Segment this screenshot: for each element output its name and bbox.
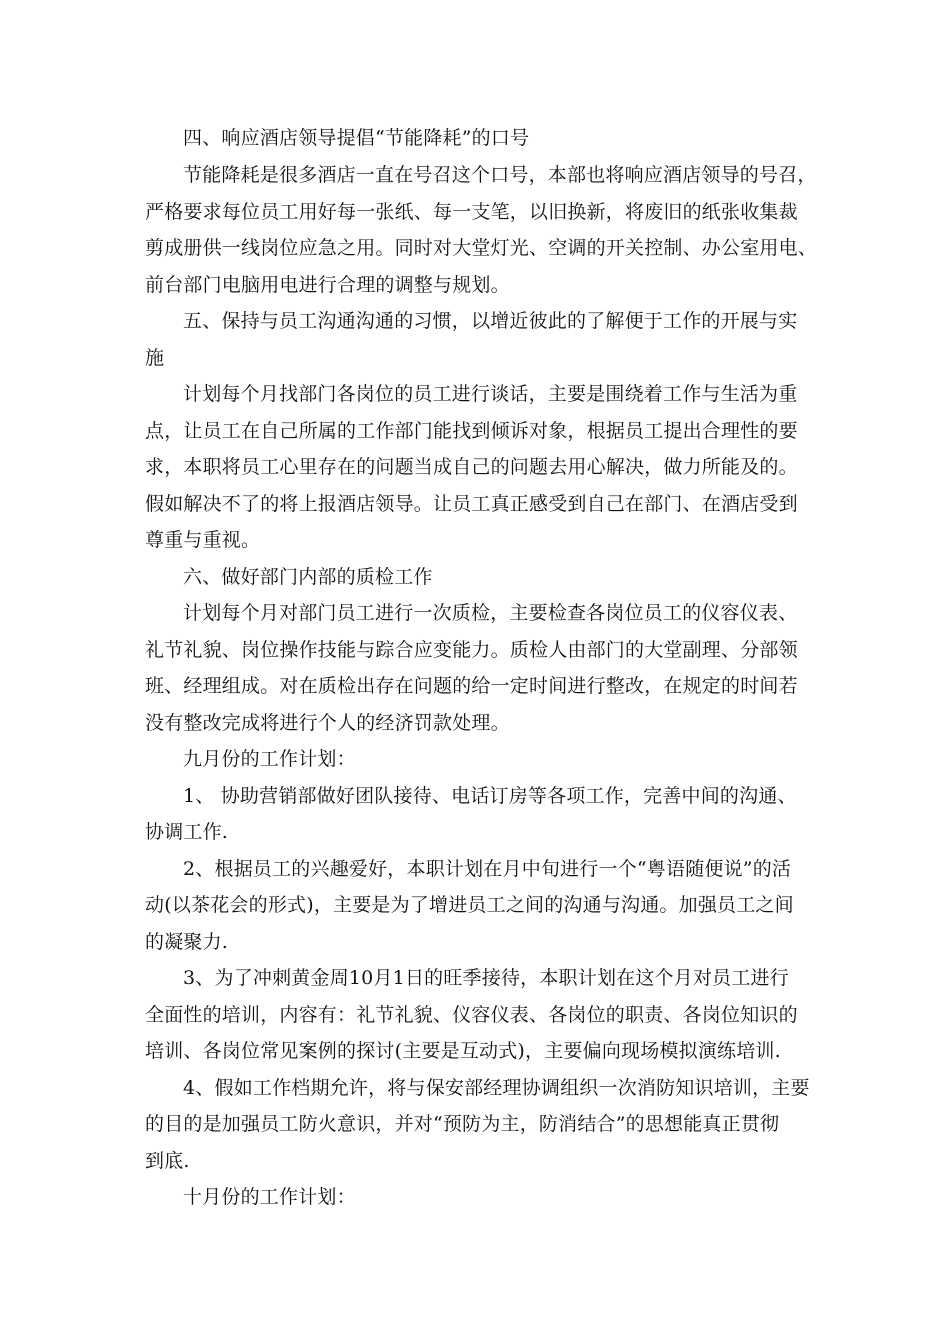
paragraph-line: 没有整改完成将进行个人的经济罚款处理。 <box>145 712 510 734</box>
section-heading-5: 五、保持与员工沟通沟通的习惯，以增近彼此的了解便于工作的开展与实 <box>183 310 798 332</box>
list-item-line: 4、假如工作档期允许，将与保安部经理协调组织一次消防知识培训，主要 <box>183 1077 810 1099</box>
paragraph-line: 尊重与重视。 <box>145 529 261 551</box>
list-item-line: 3、为了冲刺黄金周10月1日的旺季接待，本职计划在这个月对员工进行 <box>183 967 789 989</box>
paragraph-line: 前台部门电脑用电进行合理的调整与规划。 <box>145 274 510 296</box>
paragraph-line: 班、经理组成。对在质检出存在问题的给一定时间进行整改，在规定的时间若 <box>145 675 798 697</box>
paragraph-line: 点，让员工在自己所属的工作部门能找到倾诉对象，根据员工提出合理性的要 <box>145 420 798 442</box>
section-heading-6: 六、做好部门内部的质检工作 <box>183 566 433 588</box>
paragraph-line: 节能降耗是很多酒店一直在号召这个口号，本部也将响应酒店领导的号召， <box>183 164 817 186</box>
paragraph-line: 求，本职将员工心里存在的问题当成自己的问题去用心解决，做力所能及的。 <box>145 456 798 478</box>
list-item-line: 全面性的培训，内容有：礼节礼貌、仪容仪表、各岗位的职责、各岗位知识的 <box>145 1004 798 1026</box>
paragraph-line: 计划每个月找部门各岗位的员工进行谈话，主要是围绕着工作与生活为重 <box>183 383 798 405</box>
list-item-line: 动(以茶花会的形式)，主要是为了增进员工之间的沟通与沟通。加强员工之间 <box>145 894 794 916</box>
paragraph-line: 严格要求每位员工用好每一张纸、每一支笔，以旧换新，将废旧的纸张收集裁 <box>145 201 798 223</box>
list-item-line: 到底. <box>145 1150 190 1172</box>
paragraph-line: 剪成册供一线岗位应急之用。同时对大堂灯光、空调的开关控制、办公室用电、 <box>145 237 818 259</box>
section-heading-4: 四、响应酒店领导提倡“节能降耗”的口号 <box>183 127 530 149</box>
paragraph-line: 计划每个月对部门员工进行一次质检，主要检查各岗位员工的仪容仪表、 <box>183 602 798 624</box>
section-heading-5-continued: 施 <box>145 347 165 369</box>
october-plan-heading: 十月份的工作计划： <box>183 1186 356 1208</box>
paragraph-line: 礼节礼貌、岗位操作技能与踪合应变能力。质检人由部门的大堂副理、分部领 <box>145 639 798 661</box>
list-item-line: 的凝聚力. <box>145 931 229 953</box>
paragraph-line: 假如解决不了的将上报酒店领导。让员工真正感受到自己在部门、在酒店受到 <box>145 493 798 515</box>
september-plan-heading: 九月份的工作计划： <box>183 748 356 770</box>
list-item-line: 协调工作. <box>145 821 229 843</box>
list-item-line: 1、 协助营销部做好团队接待、电话订房等各项工作，完善中间的沟通、 <box>183 785 797 807</box>
list-item-line: 的目的是加强员工防火意识，并对“预防为主，防消结合”的思想能真正贯彻 <box>145 1113 780 1135</box>
list-item-line: 2、根据员工的兴趣爱好，本职计划在月中旬进行一个“粤语随便说”的活 <box>183 858 792 880</box>
list-item-line: 培训、各岗位常见案例的探讨(主要是互动式)，主要偏向现场模拟演练培训. <box>145 1040 781 1062</box>
